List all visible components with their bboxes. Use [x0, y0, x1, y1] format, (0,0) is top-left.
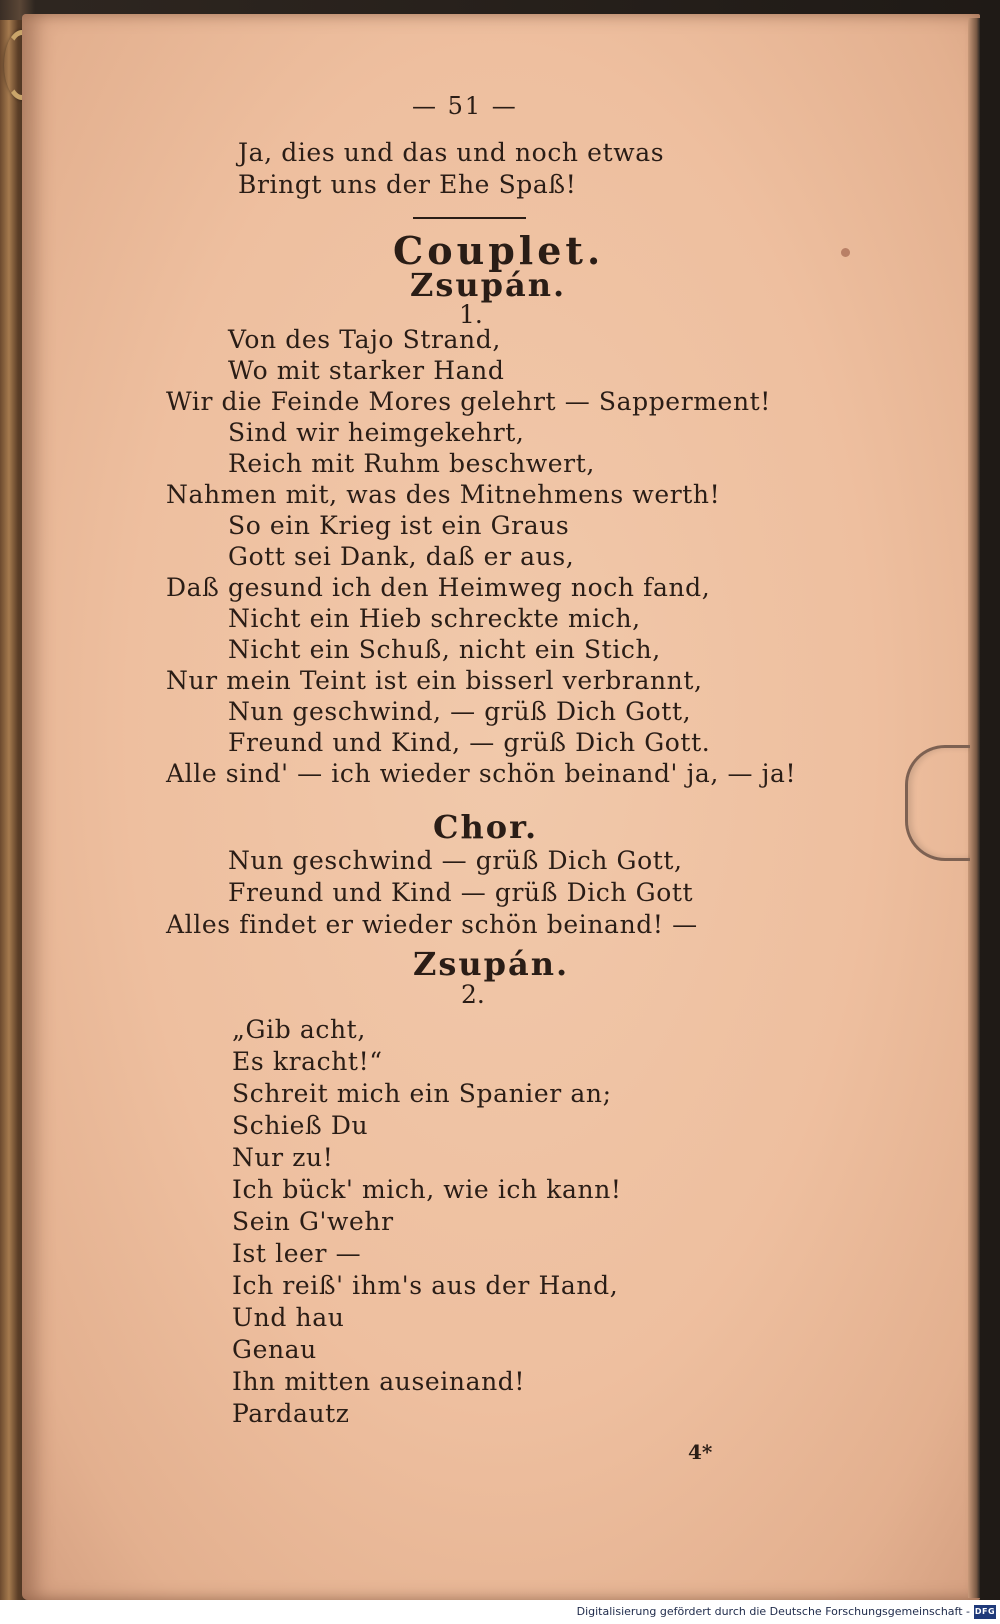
verse-line: Und hau — [232, 1303, 345, 1332]
verse-line: Genau — [232, 1335, 317, 1364]
verse-line: Es kracht!“ — [232, 1047, 383, 1076]
chorus-line: Nun geschwind — grüß Dich Gott, — [228, 846, 683, 875]
section-divider — [413, 217, 526, 219]
verse-line: Sein G'wehr — [232, 1207, 394, 1236]
page-clip — [905, 745, 970, 861]
verse-line: Nicht ein Schuß, nicht ein Stich, — [228, 635, 661, 664]
speaker-heading: Chor. — [433, 808, 539, 846]
verse-line: Ist leer — — [232, 1239, 362, 1268]
verse-line: Schieß Du — [232, 1111, 369, 1140]
verse-line: Gott sei Dank, daß er aus, — [228, 542, 575, 571]
verse-line: Alle sind' — ich wieder schön beinand' ja, — ja! — [166, 759, 797, 788]
intro-line: Ja, dies und das und noch etwas — [238, 138, 665, 167]
couplet-title: Couplet. — [393, 228, 605, 273]
speaker-heading: Zsupán. — [413, 945, 570, 983]
chorus-line: Alles findet er wieder schön beinand! — — [166, 910, 698, 939]
verse-number: 1. — [459, 300, 483, 329]
verse-line: Ihn mitten auseinand! — [232, 1367, 526, 1396]
verse-number: 2. — [461, 980, 485, 1009]
verse-line: Schreit mich ein Spanier an; — [232, 1079, 612, 1108]
verse-line: Ich bück' mich, wie ich kann! — [232, 1175, 622, 1204]
verse-line: Nicht ein Hieb schreckte mich, — [228, 604, 641, 633]
verse-line: Freund und Kind, — grüß Dich Gott. — [228, 728, 711, 757]
verse-line: Reich mit Ruhm beschwert, — [228, 449, 595, 478]
page-number: — 51 — — [412, 92, 518, 120]
verse-line: Nur zu! — [232, 1143, 334, 1172]
verse-line: Pardautz — [232, 1399, 350, 1428]
speaker-heading: Zsupán. — [410, 266, 567, 304]
verse-line: Nur mein Teint ist ein bisserl verbrannt, — [166, 666, 703, 695]
verse-line: Wir die Feinde Mores gelehrt — Sapperment! — [166, 387, 771, 416]
chorus-line: Freund und Kind — grüß Dich Gott — [228, 878, 694, 907]
verse-line: Nun geschwind, — grüß Dich Gott, — [228, 697, 692, 726]
verse-line: So ein Krieg ist ein Graus — [228, 511, 570, 540]
footer-bar — [0, 1600, 1000, 1624]
verse-line: Wo mit starker Hand — [228, 356, 505, 385]
verse-line: Nahmen mit, was des Mitnehmens werth! — [166, 480, 721, 509]
verse-line: „Gib acht, — [232, 1015, 366, 1044]
verse-line: Von des Tajo Strand, — [228, 325, 501, 354]
dfg-logo: DFG — [974, 1605, 996, 1619]
funding-credit: Digitalisierung gefördert durch die Deutsche Forschungsgemeinschaft - — [576, 1605, 970, 1618]
verse-line: Sind wir heimgekehrt, — [228, 418, 525, 447]
verse-line: Ich reiß' ihm's aus der Hand, — [232, 1271, 619, 1300]
intro-line: Bringt uns der Ehe Spaß! — [238, 170, 577, 199]
verse-line: Daß gesund ich den Heimweg noch fand, — [166, 573, 711, 602]
signature-mark: 4* — [688, 1440, 713, 1464]
page-spot — [841, 248, 850, 257]
